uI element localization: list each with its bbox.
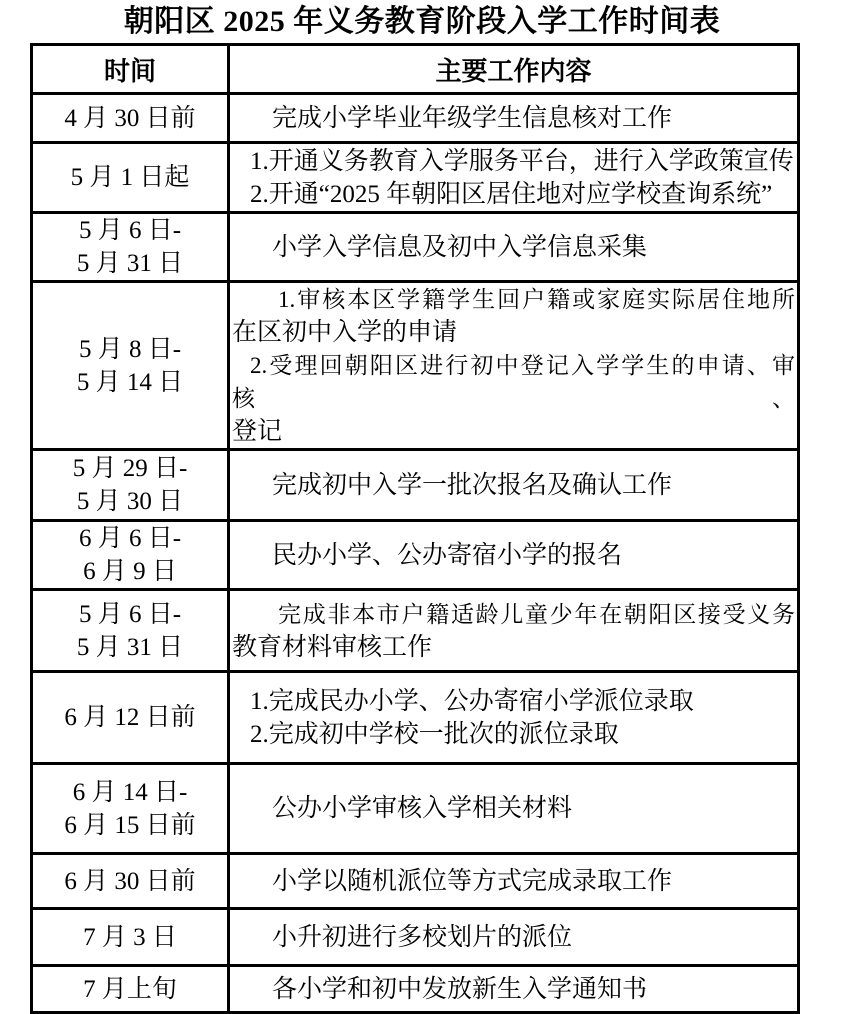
- table-row: [32, 282, 799, 450]
- time-line: 6 月 30 日前: [64, 867, 196, 895]
- content-cell: [229, 450, 799, 521]
- time-line: 5 月 31 日: [76, 250, 184, 277]
- table-row: [32, 909, 799, 966]
- time-cell: [32, 590, 229, 672]
- content-line: 民办小学、公办寄宿小学的报名: [272, 541, 623, 569]
- time-line: 7 月上旬: [83, 975, 177, 1003]
- time-line: 5 月 1 日起: [70, 164, 190, 191]
- time-line: 4 月 30 日前: [64, 104, 196, 132]
- time-cell: [32, 94, 229, 143]
- content-line: 2.开通“2025 年朝阳区居住地对应学校查询系统”: [250, 180, 773, 208]
- table-row: [32, 143, 799, 213]
- time-line: 6 月 14 日-: [72, 778, 188, 806]
- content-line: 2.受理回朝阳区进行初中登记入学学生的申请、审核、: [232, 353, 795, 411]
- time-cell: [32, 854, 229, 909]
- content-line: 登记: [232, 418, 283, 445]
- page-title: 朝阳区 2025 年义务教育阶段入学工作时间表: [123, 5, 721, 38]
- content-line: 公办小学审核入学相关材料: [272, 795, 573, 822]
- content-cell: [229, 764, 799, 854]
- time-cell: [32, 672, 229, 764]
- time-cell: [32, 213, 229, 282]
- content-line: 在区初中入学的申请: [232, 319, 458, 346]
- content-cell: [229, 213, 799, 282]
- table-row: [32, 854, 799, 909]
- table-row: [32, 590, 799, 672]
- table-row: [32, 966, 799, 1013]
- content-line: 1.完成民办小学、公办寄宿小学派位录取: [250, 687, 694, 715]
- content-cell: [229, 854, 799, 909]
- time-line: 5 月 6 日-: [78, 217, 182, 244]
- time-line: 6 月 12 日前: [64, 704, 196, 731]
- content-cell: [229, 94, 799, 143]
- time-cell: [32, 143, 229, 213]
- time-line: 5 月 30 日: [76, 488, 184, 515]
- content-line: 2.完成初中学校一批次的派位录取: [250, 720, 619, 748]
- time-line: 5 月 14 日: [76, 368, 184, 396]
- table-row: [32, 213, 799, 282]
- table-row: [32, 94, 799, 143]
- table-row: [32, 521, 799, 590]
- content-cell: [229, 672, 799, 764]
- content-cell: [229, 282, 799, 450]
- table-header-row: [32, 45, 799, 94]
- content-cell: [229, 966, 799, 1013]
- content-line: 1.审核本区学籍学生回户籍或家庭实际居住地所: [278, 287, 795, 312]
- header-time: 时间: [32, 45, 229, 94]
- time-cell: [32, 966, 229, 1013]
- content-cell: [229, 909, 799, 966]
- content-cell: [229, 521, 799, 590]
- time-line: 6 月 9 日: [83, 558, 177, 585]
- table-row: [32, 672, 799, 764]
- content-line: 完成小学毕业年级学生信息核对工作: [272, 104, 673, 132]
- time-cell: [32, 450, 229, 521]
- time-cell: [32, 521, 229, 590]
- time-line: 5 月 29 日-: [72, 455, 188, 482]
- time-line: 5 月 8 日-: [78, 335, 182, 363]
- schedule-table: [30, 43, 800, 1014]
- content-line: 完成初中入学一批次报名及确认工作: [272, 471, 673, 499]
- time-line: 5 月 31 日: [76, 633, 184, 661]
- header-content: 主要工作内容: [229, 45, 799, 94]
- time-cell: [32, 282, 229, 450]
- content-cell: [229, 590, 799, 672]
- time-line: 7 月 3 日: [83, 923, 177, 951]
- table-row: [32, 450, 799, 521]
- content-line: 小学以随机派位等方式完成录取工作: [272, 867, 673, 895]
- content-line: 教育材料审核工作: [232, 633, 433, 661]
- time-cell: [32, 764, 229, 854]
- time-line: 5 月 6 日-: [78, 600, 182, 628]
- content-line: 小学入学信息及初中入学信息采集: [272, 233, 648, 261]
- content-line: 完成非本市户籍适龄儿童少年在朝阳区接受义务: [278, 601, 795, 627]
- time-line: 6 月 6 日-: [78, 525, 182, 552]
- time-cell: [32, 909, 229, 966]
- content-line: 各小学和初中发放新生入学通知书: [272, 975, 648, 1003]
- table-row: [32, 764, 799, 854]
- content-line: 小升初进行多校划片的派位: [272, 923, 573, 951]
- content-cell: [229, 143, 799, 213]
- time-line: 6 月 15 日前: [64, 811, 196, 839]
- content-line: 1.开通义务教育入学服务平台，进行入学政策宣传: [250, 147, 794, 175]
